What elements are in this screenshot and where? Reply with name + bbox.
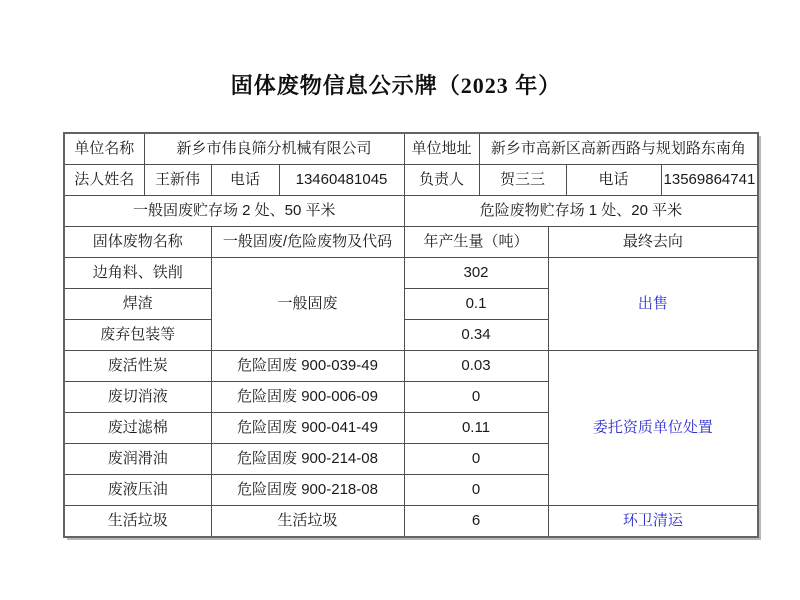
table-cell: 废液压油 <box>64 475 211 506</box>
table-cell: 302 <box>404 258 548 289</box>
table-row <box>64 258 758 289</box>
table-cell: 危险固废 900-039-49 <box>211 351 404 382</box>
table-cell: 0.03 <box>404 351 548 382</box>
table-cell: 废润滑油 <box>64 444 211 475</box>
table-row <box>64 506 758 538</box>
table-cell: 新乡市高新区高新西路与规划路东南角 <box>479 133 758 165</box>
table-cell: 13569864741 <box>661 165 758 196</box>
table-cell: 单位名称 <box>64 133 144 165</box>
table-cell: 6 <box>404 506 548 538</box>
table-cell: 危险固废 900-214-08 <box>211 444 404 475</box>
table-cell: 王新伟 <box>144 165 211 196</box>
table-row <box>64 351 758 382</box>
table-cell: 生活垃圾 <box>64 506 211 538</box>
table-cell: 环卫清运 <box>548 506 758 538</box>
table-cell: 固体废物名称 <box>64 227 211 258</box>
table-cell: 0 <box>404 382 548 413</box>
table-cell: 危险固废 900-041-49 <box>211 413 404 444</box>
table-cell: 废过滤棉 <box>64 413 211 444</box>
table-cell: 0 <box>404 444 548 475</box>
table-cell: 年产生量（吨） <box>404 227 548 258</box>
table-cell: 一般固废 <box>211 258 404 351</box>
table-cell: 0.1 <box>404 289 548 320</box>
table-cell: 废活性炭 <box>64 351 211 382</box>
table-cell: 委托资质单位处置 <box>548 351 758 506</box>
table-cell: 最终去向 <box>548 227 758 258</box>
table-row <box>64 196 758 227</box>
table-cell: 出售 <box>548 258 758 351</box>
table-cell: 0.34 <box>404 320 548 351</box>
table-cell: 新乡市伟良筛分机械有限公司 <box>144 133 404 165</box>
table-cell: 废弃包装等 <box>64 320 211 351</box>
table-cell: 0.11 <box>404 413 548 444</box>
table-cell: 危险废物贮存场 1 处、20 平米 <box>404 196 758 227</box>
table-row <box>64 133 758 165</box>
table-cell: 一般固废贮存场 2 处、50 平米 <box>64 196 404 227</box>
waste-info-table <box>63 132 759 538</box>
table-cell: 废切消液 <box>64 382 211 413</box>
table-cell: 边角料、铁削 <box>64 258 211 289</box>
table-cell: 一般固废/危险废物及代码 <box>211 227 404 258</box>
table-cell: 电话 <box>566 165 661 196</box>
table-row <box>64 227 758 258</box>
table-cell: 0 <box>404 475 548 506</box>
table-cell: 生活垃圾 <box>211 506 404 538</box>
table-cell: 焊渣 <box>64 289 211 320</box>
table-cell: 负责人 <box>404 165 479 196</box>
table-cell: 危险固废 900-006-09 <box>211 382 404 413</box>
table-cell: 电话 <box>211 165 279 196</box>
page-title: 固体废物信息公示牌（2023 年） <box>230 73 562 98</box>
table-cell: 单位地址 <box>404 133 479 165</box>
table-cell: 贺三三 <box>479 165 566 196</box>
table-cell: 13460481045 <box>279 165 404 196</box>
table-cell: 法人姓名 <box>64 165 144 196</box>
table-body <box>64 133 758 537</box>
table-row <box>64 165 758 196</box>
table-cell: 危险固废 900-218-08 <box>211 475 404 506</box>
